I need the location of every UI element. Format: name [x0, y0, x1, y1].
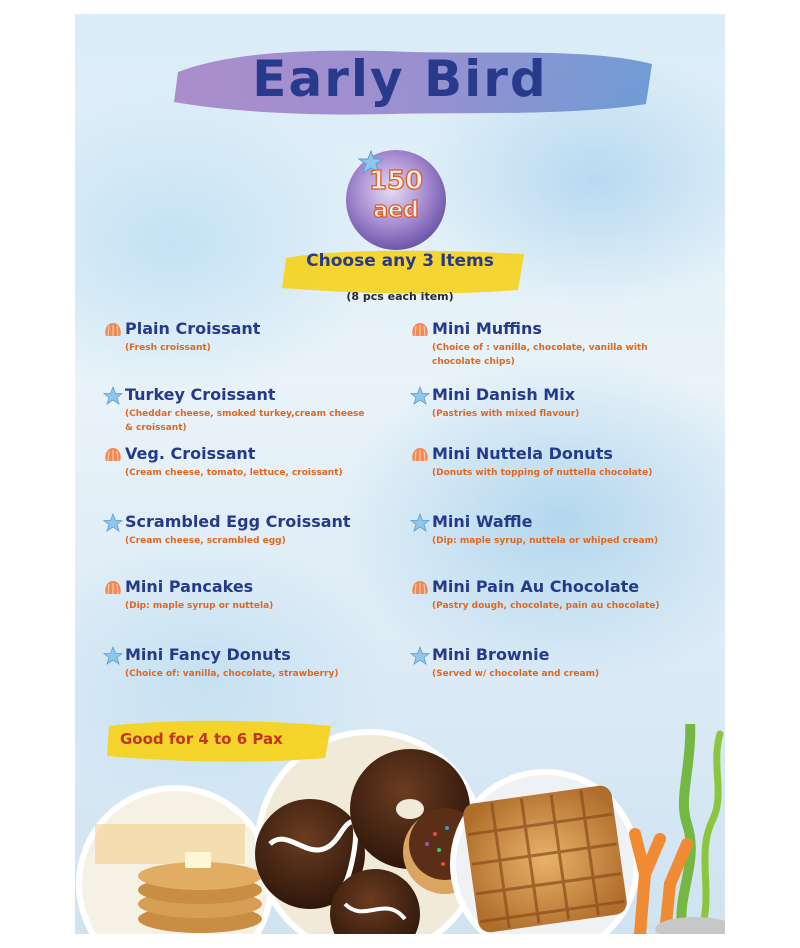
starfish-icon — [410, 386, 430, 406]
menu-item-name: Veg. Croissant — [125, 444, 256, 463]
shell-icon — [103, 320, 123, 340]
menu-item-name: Mini Waffle — [432, 512, 533, 531]
menu-poster — [75, 14, 725, 934]
menu-item-desc: (Pastries with mixed flavour) — [432, 409, 580, 419]
price-unit: aed — [373, 198, 419, 223]
shell-icon — [410, 445, 430, 465]
menu-item-name: Mini Muffins — [432, 319, 542, 338]
menu-item-name: Plain Croissant — [125, 319, 261, 338]
menu-item-desc: (Served w/ chocolate and cream) — [432, 669, 600, 679]
menu-item-desc: (Donuts with topping of nuttella chocolate) — [432, 468, 653, 478]
menu-item-desc: (Pastry dough, chocolate, pain au chocolate) — [432, 601, 660, 611]
starfish-icon — [103, 646, 123, 666]
choose-heading: Choose any 3 Items — [306, 251, 494, 271]
page-title: Early Bird — [252, 50, 548, 108]
menu-item-name: Turkey Croissant — [125, 385, 276, 404]
shell-icon — [410, 578, 430, 598]
menu-item-name: Scrambled Egg Croissant — [125, 512, 351, 531]
pcs-note: (8 pcs each item) — [346, 290, 454, 303]
menu-item-desc: (Choice of : vanilla, chocolate, vanilla with chocolate chips) — [432, 343, 648, 367]
menu-item-name: Mini Brownie — [432, 645, 550, 664]
starfish-icon — [103, 386, 123, 406]
menu-item-desc: (Choice of: vanilla, chocolate, strawberry) — [125, 669, 339, 679]
starfish-icon — [103, 513, 123, 533]
price-amount: 150 — [368, 166, 424, 196]
shell-icon — [410, 320, 430, 340]
menu-item-desc: (Dip: maple syrup or nuttela) — [125, 601, 274, 611]
menu-item-name: Mini Pain Au Chocolate — [432, 577, 640, 596]
menu-item-name: Mini Nuttela Donuts — [432, 444, 613, 463]
menu-item-desc: (Fresh croissant) — [125, 343, 211, 353]
starfish-icon — [410, 646, 430, 666]
menu-item-desc: (Cheddar cheese, smoked turkey,cream cheese & croissant) — [125, 409, 365, 433]
shell-icon — [103, 578, 123, 598]
menu-item-name: Mini Pancakes — [125, 577, 254, 596]
shell-icon — [103, 445, 123, 465]
good-for-label: Good for 4 to 6 Pax — [120, 730, 283, 748]
menu-item-desc: (Cream cheese, scrambled egg) — [125, 536, 286, 546]
starfish-icon — [410, 513, 430, 533]
menu-item-desc: (Dip: maple syrup, nuttela or whiped cream) — [432, 536, 659, 546]
menu-item-name: Mini Danish Mix — [432, 385, 576, 404]
menu-item-desc: (Cream cheese, tomato, lettuce, croissant) — [125, 468, 343, 478]
menu-item-name: Mini Fancy Donuts — [125, 645, 291, 664]
